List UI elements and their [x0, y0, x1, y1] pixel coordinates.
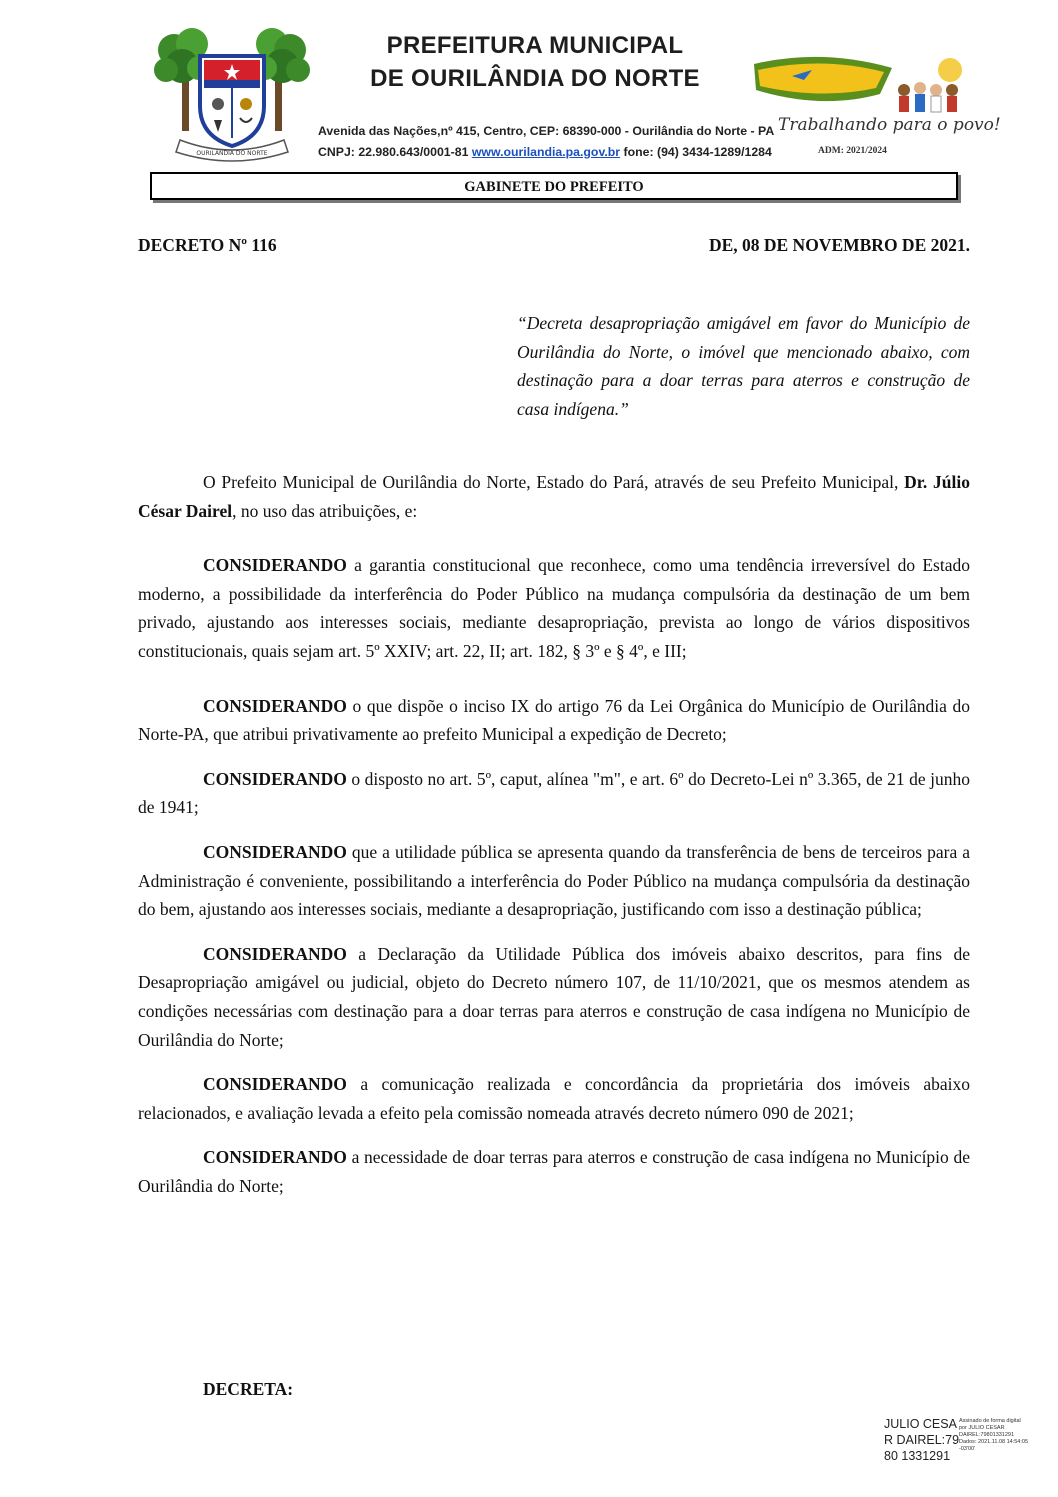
- office-title: GABINETE DO PREFEITO: [464, 179, 644, 195]
- considerando-keyword: CONSIDERANDO: [203, 943, 347, 964]
- preamble-text-b: , no uso das atribuições, e:: [232, 500, 418, 521]
- slogan-logo: [752, 50, 967, 120]
- considerando-paragraph: [138, 838, 970, 924]
- digital-signature-stamp: [884, 1416, 1029, 1464]
- website-link[interactable]: www.ourilandia.pa.gov.br: [471, 145, 621, 159]
- considerando-text: a necessidade de doar terras para aterros e construção de casa indígena no Município de Ourilândia do Norte;: [138, 1147, 970, 1196]
- decree-number: DECRETO Nº 116: [138, 235, 277, 255]
- considerando-text: que a utilidade pública se apresenta quando da transferência de bens de terceiros para a Administração é conveniente, possibilitando a interferência do Poder Público na mudança compulsória da destinação do bem, ajustando aos interesses sociais, mediante a desapropriação, justificando com isso a destinação pública;: [138, 841, 970, 920]
- considerando-text: a garantia constitucional que reconhece, como uma tendência irreversível do Estado moderno, a possibilidade da interferência do Poder Público na mudança compulsória da destinação de um bem privado, ajustando aos interesses sociais, mediante desapropriação, prevista ao longo de vários dispositivos constitucionais, quais sejam art. 5º XXIV; art. 22, II; art. 182, § 3º e § 4º, e III;: [138, 555, 970, 661]
- address-line: Avenida das Nações,nº 415, Centro, CEP: 68390-000 - Ourilândia do Norte - PA: [318, 124, 775, 138]
- considerando-keyword: CONSIDERANDO: [203, 1147, 347, 1168]
- considerando-paragraph: [138, 1143, 970, 1200]
- decree-body: [138, 468, 970, 1216]
- signature-name: JULIO CESAR DAIREL:7980 1331291: [884, 1417, 960, 1463]
- considerando-paragraph: [138, 765, 970, 822]
- coat-of-arms-text: OURILÂNDIA DO NORTE: [196, 150, 268, 157]
- administration-term: ADM: 2021/2024: [818, 146, 887, 156]
- slogan-text: Trabalhando para o povo!: [778, 115, 1001, 135]
- decree-summary: “Decreta desapropriação amigável em favor do Município de Ourilândia do Norte, o imóvel que mencionado abaixo, com destinação para a doar terras para aterros e construção de casa indígena.”: [517, 313, 970, 419]
- coat-of-arms-logo: [152, 28, 312, 168]
- considerando-paragraph: [138, 940, 970, 1054]
- considerando-paragraph: [138, 551, 970, 665]
- considerando-keyword: CONSIDERANDO: [203, 695, 347, 716]
- office-title-box: [150, 172, 958, 200]
- decreta-heading: DECRETA:: [203, 1379, 294, 1399]
- considerando-text: o que dispõe o inciso IX do artigo 76 da Lei Orgânica do Município de Ourilândia do Norte-PA, que atribui privativamente ao prefeito Municipal a expedição de Decreto;: [138, 695, 970, 745]
- preamble-text-a: O Prefeito Municipal de Ourilândia do Norte, Estado do Pará, através de seu Prefeito Municipal,: [203, 472, 905, 492]
- phone-text: fone: (94) 3434-1289/1284: [623, 145, 772, 159]
- decree-date: DE, 08 DE NOVEMBRO DE 2021.: [708, 235, 970, 255]
- considerando-paragraph: [138, 1070, 970, 1127]
- considerando-keyword: CONSIDERANDO: [203, 841, 347, 862]
- considerando-keyword: CONSIDERANDO: [203, 768, 347, 789]
- contact-line: [318, 145, 772, 159]
- municipality-title-line2: DE OURILÂNDIA DO NORTE: [370, 65, 700, 92]
- preamble-paragraph: [138, 468, 970, 525]
- considerando-keyword: CONSIDERANDO: [203, 555, 347, 576]
- considerando-paragraph: [138, 692, 970, 749]
- mayor-name: Dr. Júlio César Dairel: [138, 472, 970, 521]
- considerando-text: a Declaração da Utilidade Pública dos imóveis abaixo descritos, para fins de Desapropriação amigável ou judicial, objeto do Decreto número 107, de 11/10/2021, que os mesmos atendem as condições necessárias com destinação para a doar terras para aterros e construção de casa indígena no Município de Ourilândia do Norte;: [138, 943, 970, 1050]
- signature-details: Assinado de forma digital por JULIO CESAR DAIREL:79801331291 Dados: 2021.11.08 14:54:05 -03'00': [959, 1418, 1029, 1452]
- cnpj-text: CNPJ: 22.980.643/0001-81: [318, 145, 469, 159]
- considerando-keyword: CONSIDERANDO: [203, 1074, 347, 1095]
- considerando-text: a comunicação realizada e concordância da proprietária dos imóveis abaixo relacionados, e avaliação levada a efeito pela comissão nomeada através decreto número 090 de 2021;: [138, 1074, 970, 1123]
- municipality-title-line1: PREFEITURA MUNICIPAL: [386, 32, 684, 59]
- considerando-text: o disposto no art. 5º, caput, alínea "m", e art. 6º do Decreto-Lei nº 3.365, de 21 de junho de 1941;: [138, 768, 970, 818]
